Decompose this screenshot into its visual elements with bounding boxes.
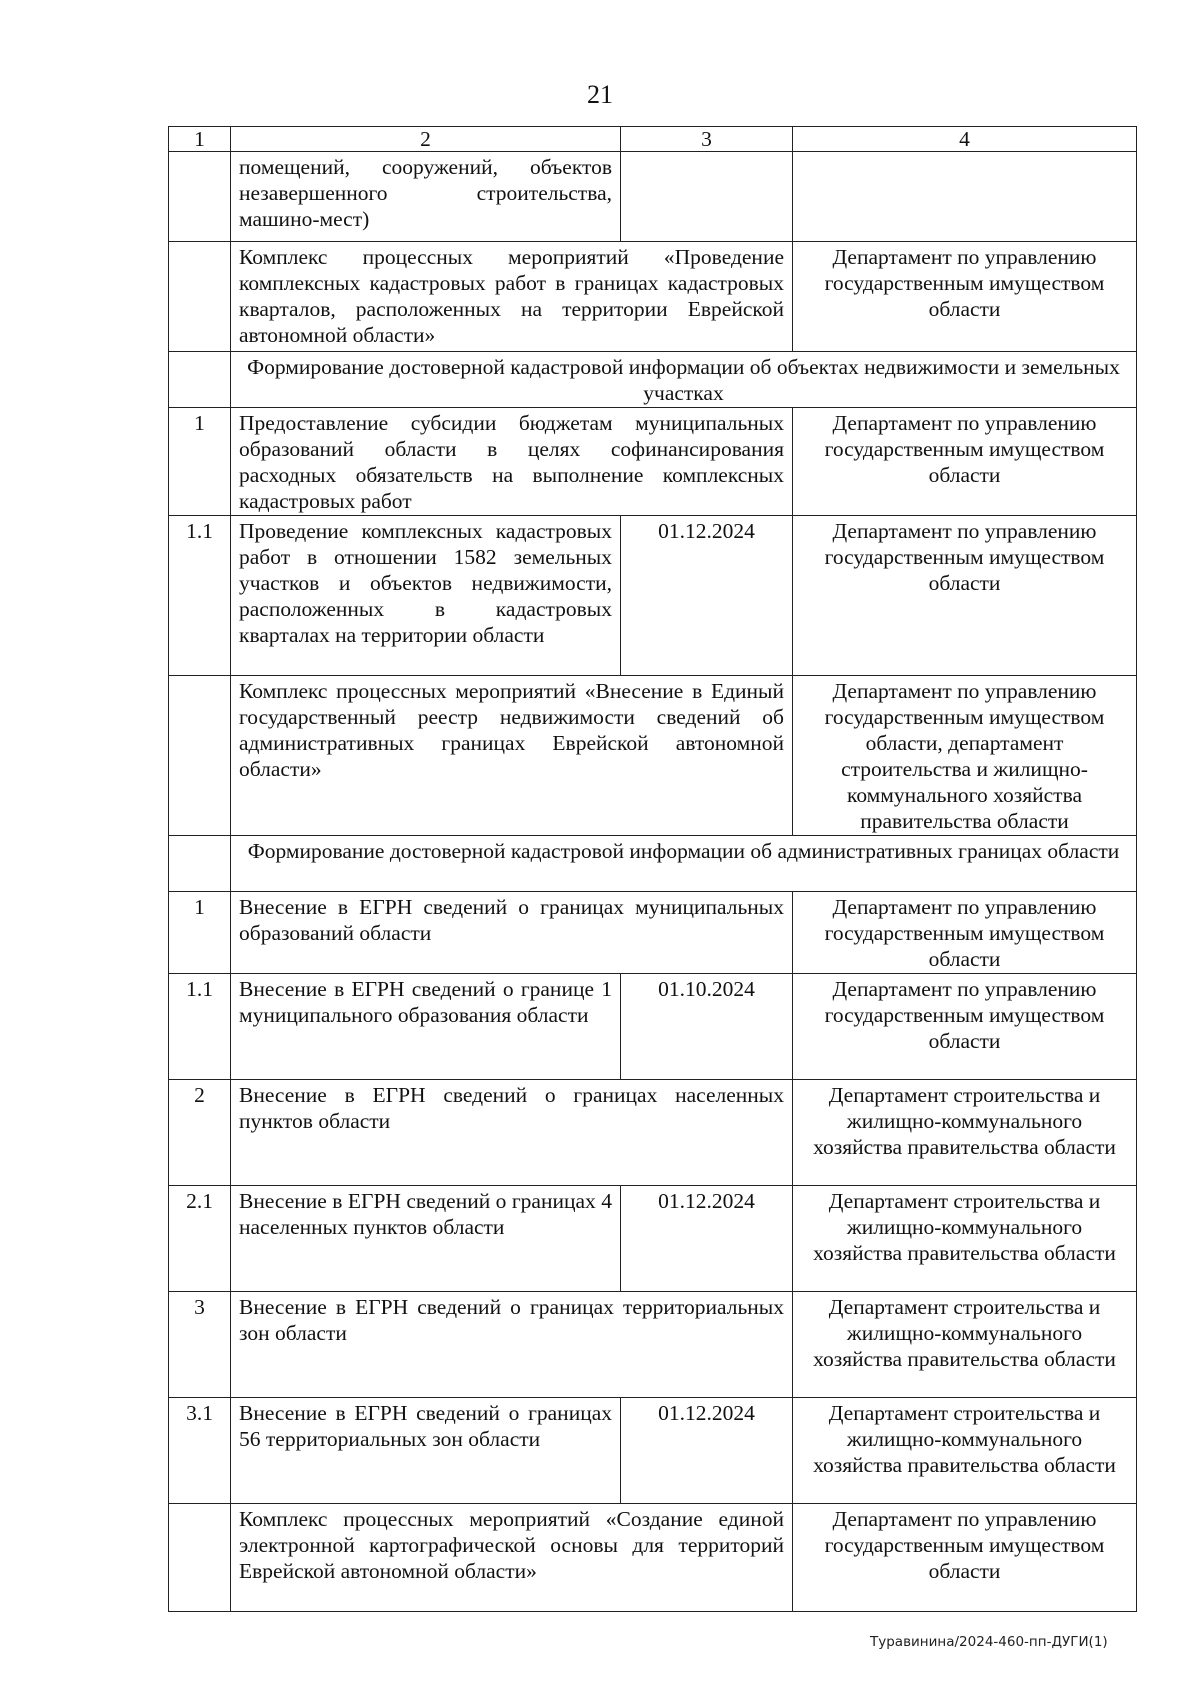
row-description: Комплекс процессных мероприятий «Внесение в Единый государственный реестр недвижимости сведений об административных границах Еврейской автономной области» — [231, 676, 793, 836]
row-number: 1 — [169, 408, 231, 516]
table-row — [169, 892, 1137, 974]
section-row — [169, 836, 1137, 892]
row-date — [621, 152, 793, 242]
row-executor — [793, 152, 1137, 242]
row-number: 2.1 — [169, 1186, 231, 1292]
table-row — [169, 242, 1137, 352]
row-number — [169, 836, 231, 892]
table-row — [169, 1186, 1137, 1292]
section-title: Формирование достоверной кадастровой информации об административных границах области — [231, 836, 1137, 892]
header-col-1: 1 — [169, 127, 231, 152]
row-executor: Департамент по управлению государственным имуществом области — [793, 892, 1137, 974]
table-row — [169, 1080, 1137, 1186]
table-row — [169, 516, 1137, 676]
table-row — [169, 1292, 1137, 1398]
row-number: 1.1 — [169, 974, 231, 1080]
header-col-4: 4 — [793, 127, 1137, 152]
row-executor: Департамент по управлению государственным имуществом области, департамент строительства и жилищно-коммунального хозяйства правительства области — [793, 676, 1137, 836]
row-executor: Департамент по управлению государственным имуществом области — [793, 242, 1137, 352]
row-description: Внесение в ЕГРН сведений о границах 4 населенных пунктов области — [231, 1186, 621, 1292]
row-description: Внесение в ЕГРН сведений о границе 1 муниципального образования области — [231, 974, 621, 1080]
table-row — [169, 408, 1137, 516]
row-number — [169, 152, 231, 242]
row-executor: Департамент по управлению государственным имуществом области — [793, 1504, 1137, 1612]
row-number: 2 — [169, 1080, 231, 1186]
row-executor: Департамент строительства и жилищно-коммунального хозяйства правительства области — [793, 1398, 1137, 1504]
header-col-2: 2 — [231, 127, 621, 152]
row-description: Предоставление субсидии бюджетам муниципальных образований области в целях софинансирования расходных обязательств на выполнение комплексных кадастровых работ — [231, 408, 793, 516]
row-number — [169, 676, 231, 836]
table-row — [169, 1398, 1137, 1504]
row-description: Внесение в ЕГРН сведений о границах муниципальных образований области — [231, 892, 793, 974]
plan-table — [168, 126, 1137, 1612]
row-number — [169, 242, 231, 352]
row-number — [169, 352, 231, 408]
section-title: Формирование достоверной кадастровой информации об объектах недвижимости и земельных участках — [231, 352, 1137, 408]
row-number — [169, 1504, 231, 1612]
row-date: 01.10.2024 — [621, 974, 793, 1080]
row-executor: Департамент строительства и жилищно-коммунального хозяйства правительства области — [793, 1186, 1137, 1292]
row-executor: Департамент строительства и жилищно-коммунального хозяйства правительства области — [793, 1080, 1137, 1186]
table-row — [169, 974, 1137, 1080]
table-header-row — [169, 127, 1137, 152]
row-description: Проведение комплексных кадастровых работ в отношении 1582 земельных участков и объектов недвижимости, расположенных в кадастровых кварталах на территории области — [231, 516, 621, 676]
row-number: 3.1 — [169, 1398, 231, 1504]
header-col-3: 3 — [621, 127, 793, 152]
row-description: Внесение в ЕГРН сведений о границах территориальных зон области — [231, 1292, 793, 1398]
row-date: 01.12.2024 — [621, 1398, 793, 1504]
page-number: 21 — [587, 80, 613, 109]
section-row — [169, 352, 1137, 408]
row-executor: Департамент строительства и жилищно-коммунального хозяйства правительства области — [793, 1292, 1137, 1398]
row-description: помещений, сооружений, объектов незавершенного строительства, машино-мест) — [231, 152, 621, 242]
table-row — [169, 676, 1137, 836]
row-executor: Департамент по управлению государственным имуществом области — [793, 516, 1137, 676]
table-row — [169, 152, 1137, 242]
row-description: Внесение в ЕГРН сведений о границах 56 территориальных зон области — [231, 1398, 621, 1504]
row-number: 1.1 — [169, 516, 231, 676]
table-row — [169, 1504, 1137, 1612]
row-date: 01.12.2024 — [621, 1186, 793, 1292]
row-number: 3 — [169, 1292, 231, 1398]
row-number: 1 — [169, 892, 231, 974]
row-description: Внесение в ЕГРН сведений о границах населенных пунктов области — [231, 1080, 793, 1186]
row-description: Комплекс процессных мероприятий «Проведение комплексных кадастровых работ в границах кадастровых кварталов, расположенных на территории Еврейской автономной области» — [231, 242, 793, 352]
row-executor: Департамент по управлению государственным имуществом области — [793, 408, 1137, 516]
row-description: Комплекс процессных мероприятий «Создание единой электронной картографической основы для территорий Еврейской автономной области» — [231, 1504, 793, 1612]
row-date: 01.12.2024 — [621, 516, 793, 676]
document-reference: Туравинина/2024-460-пп-ДУГИ(1) — [870, 1634, 1108, 1650]
row-executor: Департамент по управлению государственным имуществом области — [793, 974, 1137, 1080]
